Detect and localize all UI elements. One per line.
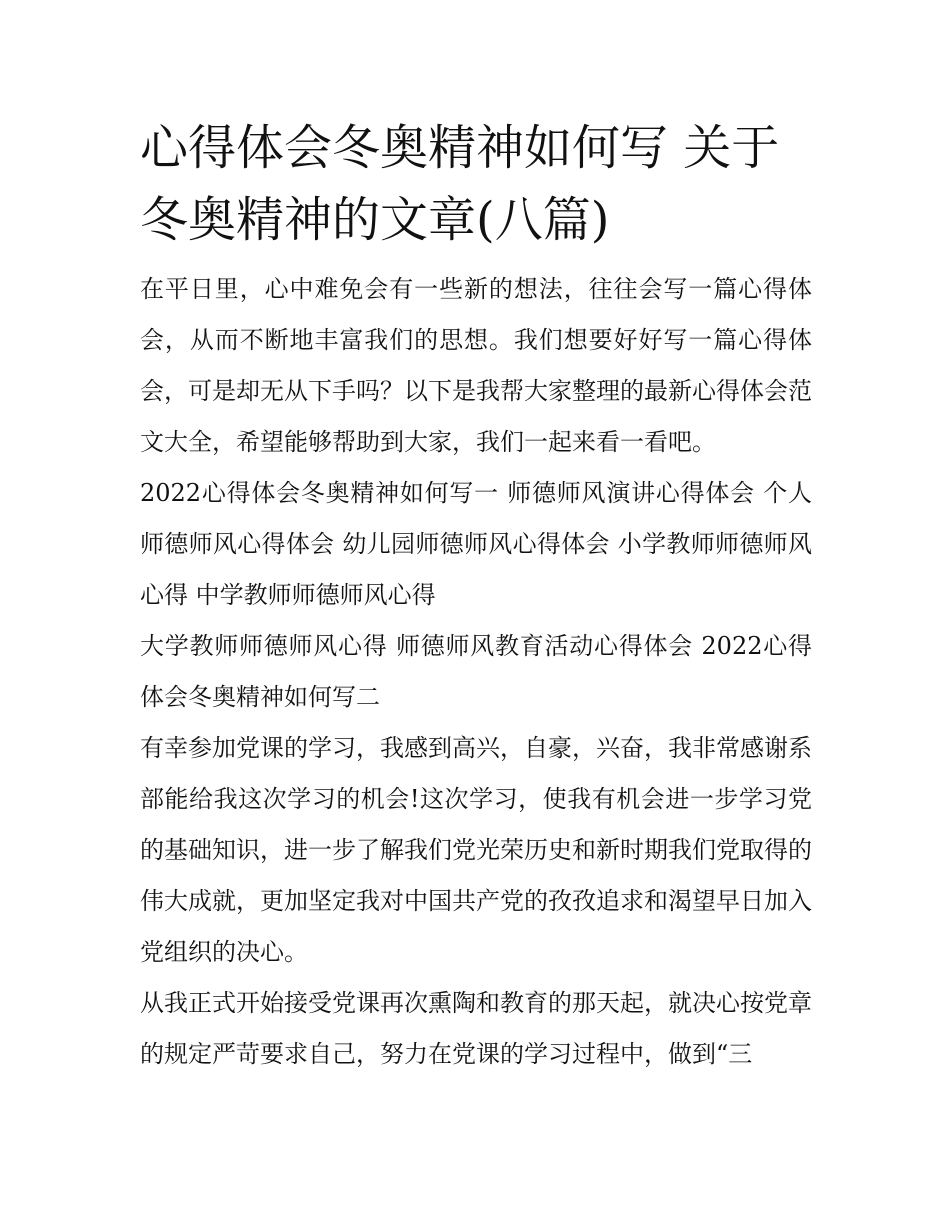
paragraph-section-1-continued: 大学教师师德师风心得 师德师风教育活动心得体会 2022心得体会冬奥精神如何写二 <box>140 632 812 711</box>
document-page <box>140 112 812 1080</box>
paragraph-intro: 在平日里，心中难免会有一些新的想法，往往会写一篇心得体会，从而不断地丰富我们的思想。我们想要好好写一篇心得体会，可是却无从下手吗？以下是我帮大家整理的最新心得体会范文大全，希望能够帮助到大家，我们一起来看一看吧。 <box>140 275 812 456</box>
document-title: 心得体会冬奥精神如何写 关于冬奥精神的文章(八篇) <box>140 120 780 248</box>
paragraph-body-2: 从我正式开始接受党课再次熏陶和教育的那天起，就决心按党章的规定严苛要求自己，努力在党课的学习过程中，做到“三 <box>140 989 812 1068</box>
paragraph-section-1: 2022心得体会冬奥精神如何写一 师德师风演讲心得体会 个人师德师风心得体会 幼儿园师德师风心得体会 小学教师师德师风心得 中学教师师德师风心得 <box>140 479 812 609</box>
paragraph-body-1: 有幸参加党课的学习，我感到高兴，自豪，兴奋，我非常感谢系部能给我这次学习的机会!这次学习，使我有机会进一步学习党的基础知识，进一步了解我们党光荣历史和新时期我们党取得的伟大成就，更加坚定我对中国共产党的孜孜追求和渴望早日加入党组织的决心。 <box>140 734 812 966</box>
